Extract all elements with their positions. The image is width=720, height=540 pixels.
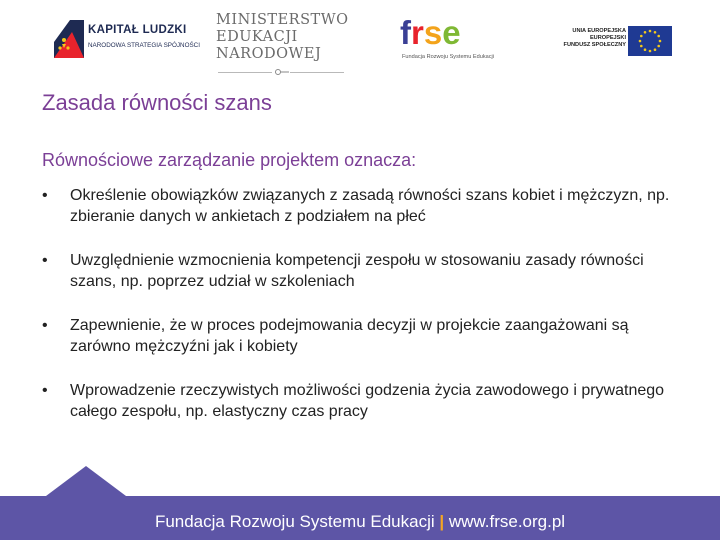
ornament-icon <box>272 68 290 76</box>
eu-logo <box>562 24 676 56</box>
bullet-list <box>42 185 692 445</box>
bullet-text: Wprowadzenie rzeczywistych możliwości godzenia życia zawodowego i prywatnego całego zespołu, np. elastyczny czas pracy <box>70 382 665 420</box>
kapital-ludzki-title: KAPITAŁ LUDZKI <box>88 24 187 36</box>
frse-letter-f: f <box>400 14 411 51</box>
eu-line-2: EUROPEJSKI <box>589 35 626 41</box>
kapital-ludzki-subtitle: NARODOWA STRATEGIA SPÓJNOŚCI <box>88 42 200 49</box>
frse-tagline: Fundacja Rozwoju Systemu Edukacji <box>402 54 495 60</box>
eu-line-3: FUNDUSZ SPOŁECZNY <box>563 42 626 48</box>
bullet-text: Zapewnienie, że w proces podejmowania decyzji w projekcie zaangażowani są zarówno mężczyźni jak i kobiety <box>70 317 629 355</box>
eu-line-1: UNIA EUROPEJSKA <box>572 28 626 34</box>
frse-letter-e: e <box>442 14 461 51</box>
footer-text <box>0 512 720 532</box>
ministerstwo-line-2: EDUKACJI <box>216 29 298 45</box>
bullet-icon: • <box>42 252 48 269</box>
logo-bar <box>0 0 720 80</box>
slide-subtitle: Równościowe zarządzanie projektem oznacza: <box>42 150 417 170</box>
slide-title: Zasada równości szans <box>42 90 272 115</box>
frse-letter-s: s <box>423 14 443 51</box>
footer-url[interactable]: www.frse.org.pl <box>448 512 566 531</box>
eu-flag-icon <box>628 26 672 56</box>
kapital-ludzki-emblem-icon <box>52 18 86 60</box>
bullet-icon: • <box>42 382 48 399</box>
frse-wordmark <box>400 14 461 52</box>
footer-org: Fundacja Rozwoju Systemu Edukacji <box>154 512 435 531</box>
ministerstwo-line-3: NARODOWEJ <box>216 46 322 62</box>
bullet-item <box>42 185 692 227</box>
bullet-text: Określenie obowiązków związanych z zasadą równości szans kobiet i mężczyzn, np. zbieranie danych w ankietach z podziałem na płeć <box>70 187 670 225</box>
bullet-item <box>42 250 692 292</box>
bullet-item <box>42 315 692 357</box>
bullet-icon: • <box>42 187 48 204</box>
frse-letter-r: r <box>411 14 424 51</box>
ministerstwo-line-1: MINISTERSTWO <box>216 12 349 28</box>
kapital-ludzki-logo <box>52 16 200 66</box>
bullet-icon: • <box>42 317 48 334</box>
eu-text <box>562 28 626 49</box>
bullet-item <box>42 380 692 422</box>
bullet-text: Uwzględnienie wzmocnienia kompetencji zespołu w stosowaniu zasady równości szans, np. poprzez udział w szkoleniach <box>70 252 644 290</box>
frse-logo <box>400 14 510 64</box>
ministerstwo-logo <box>216 12 348 76</box>
footer-separator: | <box>439 512 445 531</box>
footer-tab-shape <box>46 466 126 496</box>
